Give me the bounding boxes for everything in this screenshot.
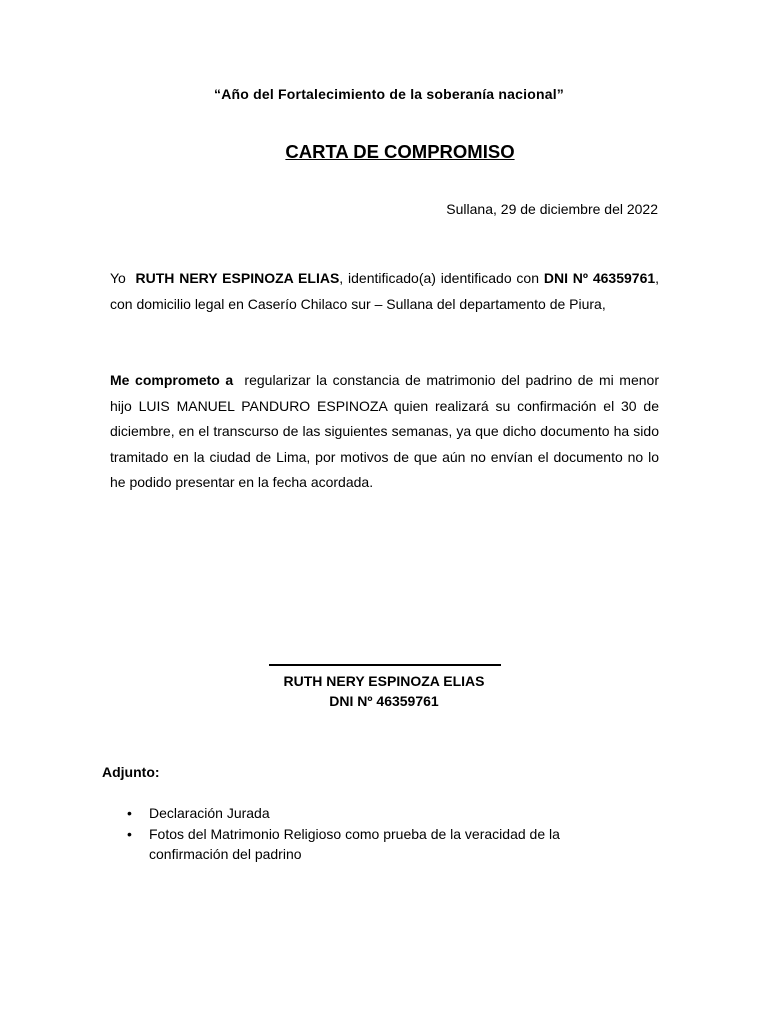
bullet-icon: • [127, 826, 132, 842]
commitment-text: regularizar la constancia de matrimonio del padrino de mi menor hijo LUIS MANUEL PANDURO ESPINOZA quien realizará su confirmación el 30 de diciembre, en el transcurso de las siguientes semanas, ya que dicho documento ha sido tramitado en la ciudad de Lima, por motivos de que aún no envían el documento no lo he podido presentar en la fecha acordada. [110, 372, 659, 490]
date-line: Sullana, 29 de diciembre del 2022 [446, 201, 658, 217]
motto-heading: “Año del Fortalecimiento de la soberanía nacional” [214, 86, 564, 102]
domicile-text: , con domicilio legal en Caserío Chilaco sur – Sullana del departamento de Piura, [110, 270, 660, 312]
pronoun-yo: Yo [110, 270, 126, 286]
list-item [127, 803, 627, 823]
attachment-text: Declaración Jurada [149, 805, 270, 821]
declarant-dni: DNI Nº 46359761 [543, 270, 656, 286]
commitment-lead: Me comprometo a [110, 372, 234, 388]
attachments-list [127, 803, 627, 865]
signature-name: RUTH NERY ESPINOZA ELIAS [283, 673, 485, 689]
page-title: CARTA DE COMPROMISO [285, 141, 515, 162]
attachment-text: Fotos del Matrimonio Religioso como prueba de la veracidad de la confirmación del padrino [149, 826, 560, 862]
identification-text: , identificado(a) identificado con [339, 270, 540, 286]
identity-paragraph [110, 266, 659, 317]
bullet-icon: • [127, 805, 132, 821]
declarant-name: RUTH NERY ESPINOZA ELIAS [135, 270, 340, 286]
list-item [127, 824, 627, 864]
attachments-label: Adjunto: [102, 764, 160, 780]
signature-block [0, 650, 768, 711]
commitment-paragraph [110, 368, 659, 496]
signature-line [269, 650, 501, 666]
signature-dni: DNI Nº 46359761 [329, 693, 439, 709]
